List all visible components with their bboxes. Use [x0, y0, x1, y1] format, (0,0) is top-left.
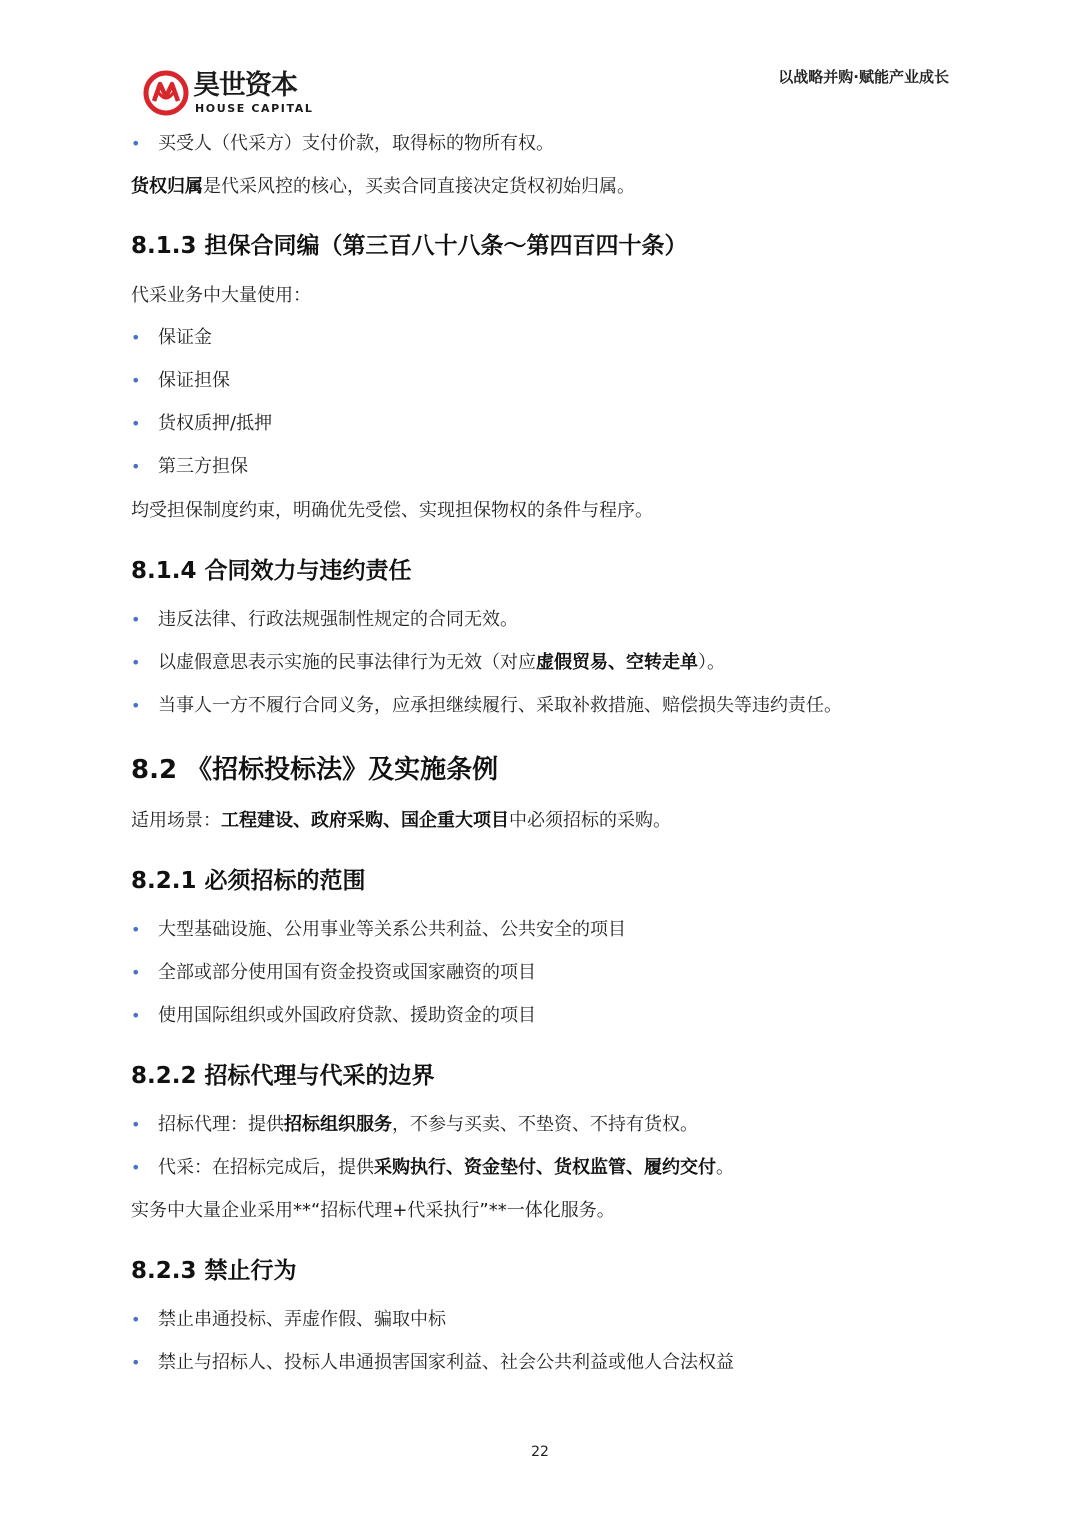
- section-heading-8-1-3: 8.1.3 担保合同编（第三百八十八条～第四百四十条）: [131, 233, 688, 259]
- logo-english-name: HOUSE CAPITAL: [195, 102, 314, 115]
- section-heading-8-1-4: 8.1.4 合同效力与违约责任: [131, 558, 412, 584]
- paragraph: 代采业务中大量使用：: [131, 285, 311, 306]
- section-heading-8-2: 8.2 《招标投标法》及实施条例: [131, 755, 499, 785]
- bullet-icon: •: [131, 920, 141, 939]
- bullet-icon: •: [131, 1006, 141, 1025]
- header-slogan: 以战略并购·赋能产业成长: [778, 68, 949, 86]
- section-heading-8-2-3: 8.2.3 禁止行为: [131, 1258, 297, 1284]
- bullet-icon: •: [131, 457, 141, 476]
- section-heading-8-2-1: 8.2.1 必须招标的范围: [131, 868, 366, 894]
- bullet-icon: •: [131, 371, 141, 390]
- bullet-icon: •: [131, 1115, 141, 1134]
- paragraph: 适用场景：工程建设、政府采购、国企重大项目中必须招标的采购。: [131, 810, 671, 831]
- logo-chinese-name: 昊世资本: [193, 70, 297, 101]
- bullet-icon: •: [131, 1310, 141, 1329]
- bullet-icon: •: [131, 328, 141, 347]
- paragraph: 均受担保制度约束，明确优先受偿、实现担保物权的条件与程序。: [131, 500, 653, 521]
- bullet-icon: •: [131, 134, 141, 153]
- bullet-icon: •: [131, 963, 141, 982]
- page-number: 22: [531, 1444, 549, 1460]
- bullet-icon: •: [131, 1353, 141, 1372]
- paragraph: 实务中大量企业采用**“招标代理+代采执行”**一体化服务。: [131, 1200, 615, 1221]
- paragraph: 货权归属是代采风控的核心，买卖合同直接决定货权初始归属。: [131, 176, 635, 197]
- document-body: • 买受人（代采方）支付价款，取得标的物所有权。 货权归属是代采风控的核心，买卖合同直接决定货权初始归属。 8.1.3 担保合同编（第三百八十八条～第四百四十条） 代采业务中大量使用： • 保证金 • 保证担保 • 货权质押/抵押 • 第三方担保 均受担保制度约束，明确优先受偿、实现担保物权的条件与程序。 8.1.4 合同效力与违约责任 • 违反法律、行政法规强制性规定的合同无效。 • 以虚假意思表示实施的民事法律行为无效（对应虚假贸易、空转走单）。 • 当事人一方不履行合同义务，应承担继续履行、采取补救措施、赔偿损失等违约责任。 8.2 《招标投标法》及实施条例 适用场景：工程建设、政府采购、国企重大项目中必须招标的采购。 8.2.1 必须招标的范围 • 大型基础设施、公用事业等关系公共利益、公共安全的项目 • 全部或部分使用国有资金投资或国家融资的项目 • 使用国际组织或外国政府贷款、援助资金的项目 8.2.2 招标代理与代采的边界 • 招标代理：提供招标组织服务，不参与买卖、不垫资、不持有货权。 • 代采：在招标完成后，提供采购执行、资金垫付、货权监管、履约交付。 实务中大量企业采用**“招标代理+代采执行”**一体化服务。 8.2.3 禁止行为 • 禁止串通投标、弄虚作假、骗取中标 • 禁止与招标人、投标人串通损害国家利益、社会公共利益或他人合法权益 22: [0, 0, 1080, 1527]
- bullet-icon: •: [131, 1158, 141, 1177]
- bullet-icon: •: [131, 653, 141, 672]
- section-heading-8-2-2: 8.2.2 招标代理与代采的边界: [131, 1063, 435, 1089]
- bullet-icon: •: [131, 414, 141, 433]
- bullet-icon: •: [131, 610, 141, 629]
- bullet-icon: •: [131, 696, 141, 715]
